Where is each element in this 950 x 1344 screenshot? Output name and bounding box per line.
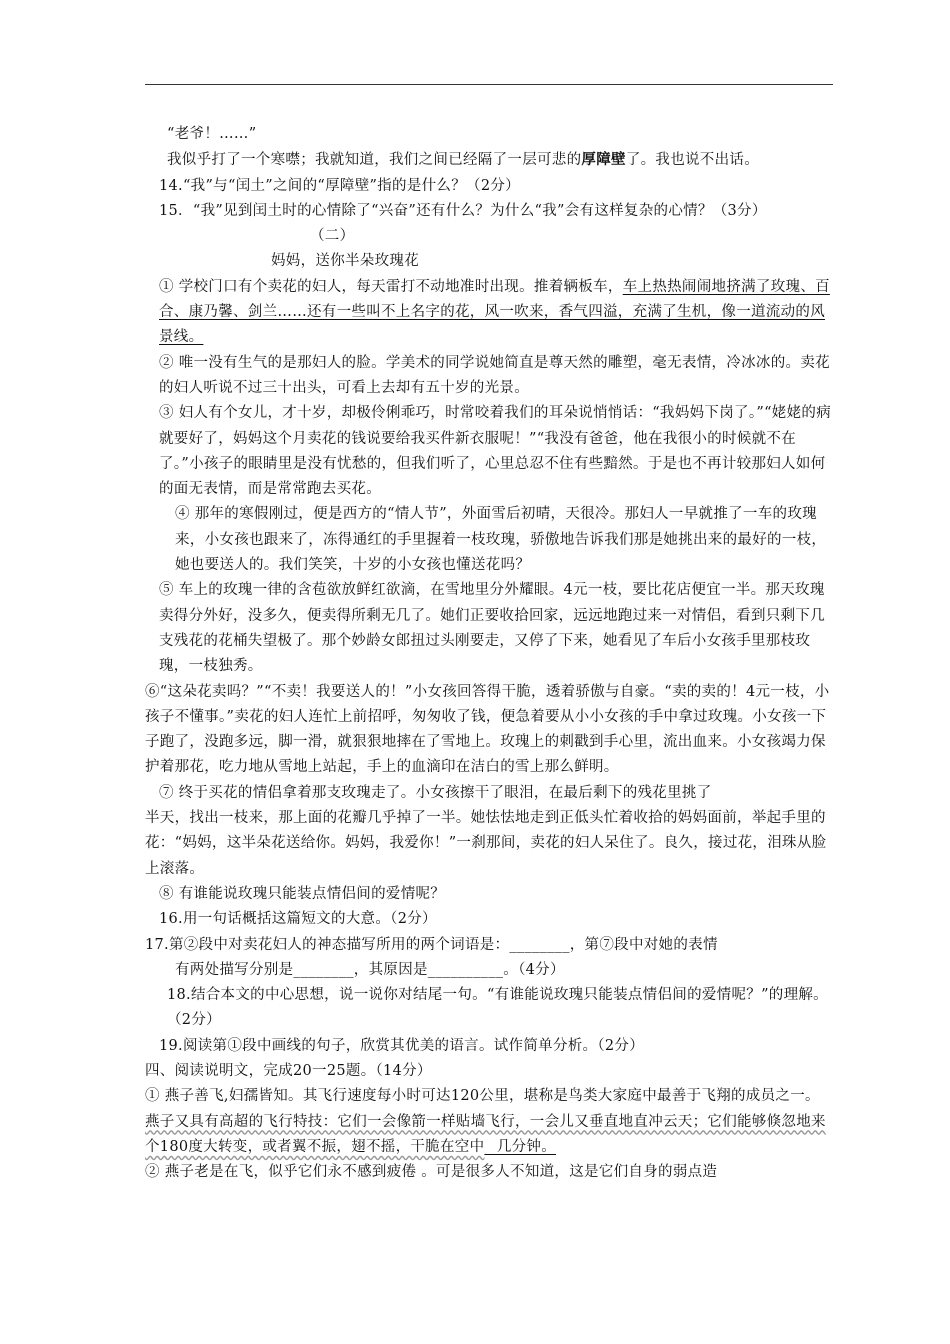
wavy-underlined-sentence: 燕子又具有高超的飞行特技：它们一会像箭一样贴墙飞行，一会儿又垂直地直冲云天；它们能够倏忽地来个180度大转变，或者翼不振，翅不摇，干脆在空中 [145, 1113, 826, 1155]
question-16: 16.用一句话概括这篇短文的大意。（2分） [159, 911, 437, 928]
question-19: 19.阅读第①段中画线的句子，欣赏其优美的语言。试作简单分析。（2分） [159, 1037, 645, 1054]
expository-paragraph-1 [145, 1084, 833, 1160]
bold-term: 厚障壁 [581, 151, 626, 169]
question-18: 18.结合本文的中心思想，说一说你对结尾一句。“有谁能说玫瑰只能装点情侣间的爱情呢？”的理解。（2分） [167, 987, 828, 1029]
question-17-cont: 有两处描写分别是________，其原因是__________。（4分） [175, 961, 565, 978]
paragraph [145, 147, 833, 173]
article-paragraph-2: ② 唯一没有生气的是那妇人的脸。学美术的同学说她简直是尊天然的雕塑，毫无表情，冷冰冰的。卖花的妇人听说不过三十出头，可看上去却有五十岁的光景。 [159, 354, 830, 396]
blank-fill: _几分钟。 [484, 1138, 557, 1155]
article-paragraph-8: ⑧ 有谁能说玫瑰只能装点情侣间的爱情呢？ [159, 885, 446, 902]
document-page [145, 122, 833, 1185]
paragraph-text: ① 燕子善飞,妇孺皆知。其飞行速度每小时可达120公里，堪称是鸟类大家庭中最善于飞翔的成员之一。 [145, 1088, 820, 1105]
dialogue-line: “老爷！……” [167, 126, 257, 142]
question-15: 15．“我”见到闰土时的心情除了“兴奋”还有什么？为什么“我”会有这样复杂的心情？（3分） [159, 202, 767, 219]
question-17: 17.第②段中对卖花妇人的神态描写所用的两个词语是：________，第⑦段中对她的表情 [145, 936, 718, 953]
article-paragraph-4: ④ 那年的寒假刚过，便是西方的“情人节”，外面雪后初晴，天很冷。那妇人一早就推了一车的玫瑰来，小女孩也跟来了，冻得通红的手里握着一枝玫瑰，骄傲地告诉我们那是她挑出来的最好的一枝，她也要送人的。我们笑笑，十岁的小女孩也懂送花吗？ [175, 506, 827, 574]
paragraph-text: 我似乎打了一个寒噤；我就知道，我们之间已经隔了一层可悲的 [167, 152, 582, 169]
section-heading: 四、阅读说明文，完成20一25题。（14分） [145, 1062, 432, 1079]
article-paragraph-3: ③ 妇人有个女儿，才十岁，却极伶俐乖巧，时常咬着我们的耳朵说悄悄话：“我妈妈下岗了。”“姥姥的病就要好了，妈妈这个月卖花的钱说要给我买件新衣服呢！”“我没有爸爸，他在我很小的时候就不在了。”小孩子的眼睛里是没有忧愁的，但我们听了，心里总忍不住有些黯然。于是也不再计较那妇人如何的面无表情，而是常常跑去买花。 [159, 405, 831, 498]
article-paragraph-6: ⑥“这朵花卖吗？”“不卖！我要送人的！”小女孩回答得干脆，透着骄傲与自豪。“卖的卖的！4元一枝，小孩子不懂事。”卖花的妇人连忙上前招呼，匆匆收了钱，便急着要从小小女孩的手中拿过玫瑰。小女孩一下子跑了，没跑多远，脚一滑，就狠狠地摔在了雪地上。玫瑰上的刺戳到手心里，流出血来。小女孩竭力保护着那花，吃力地从雪地上站起，手上的血滴印在洁白的雪上那么鲜明。 [145, 683, 830, 776]
article-paragraph-5: ⑤ 车上的玫瑰一律的含苞欲放鲜红欲滴，在雪地里分外耀眼。4元一枝，要比花店便宜一半。那天玫瑰卖得分外好，没多久，便卖得所剩无几了。她们正要收拾回家，远远地跑过来一对情侣，看到只剩下几支残花的花桶失望极了。那个妙龄女郎扭过头刚要走，又停了下来，她看见了车后小女孩手里那枝玫瑰，一枝独秀。 [159, 582, 825, 675]
paragraph-text: ① 学校门口有个卖花的妇人，每天雷打不动地准时出现。推着辆板车， [159, 278, 623, 295]
expository-paragraph-2: ② 燕子老是在飞，似乎它们永不感到疲倦 。可是很多人不知道，这是它们自身的弱点造 [145, 1164, 718, 1181]
header-rule [145, 84, 833, 85]
question-14: 14.“我”与“闰土”之间的“厚障壁”指的是什么？（2分） [159, 177, 520, 194]
underlined-sentence: 车上热热闹闹地挤满了玫瑰、百合、康乃馨、剑兰……还有一些叫不上名字的花，风一吹来，香气四溢，充满了生机，像一道流动的风景线。 [159, 278, 830, 346]
article-paragraph-1 [145, 275, 833, 351]
article-paragraph-7-cont: 半天，找出一枝来，那上面的花瓣几乎掉了一半。她怯怯地走到正低头忙着收拾的妈妈面前，举起手里的花：“妈妈，这半朵花送给你。妈妈，我爱你！”一刹那间，卖花的妇人呆住了。良久，接过花，泪珠从脸上滚落。 [145, 810, 827, 877]
paragraph-text: 了。我也说不出话。 [625, 152, 760, 169]
section-number: （二） [310, 228, 355, 245]
article-paragraph-7: ⑦ 终于买花的情侣拿着那支玫瑰走了。小女孩擦干了眼泪，在最后剩下的残花里挑了 [159, 784, 712, 801]
article-title: 妈妈，送你半朵玫瑰花 [271, 253, 419, 270]
